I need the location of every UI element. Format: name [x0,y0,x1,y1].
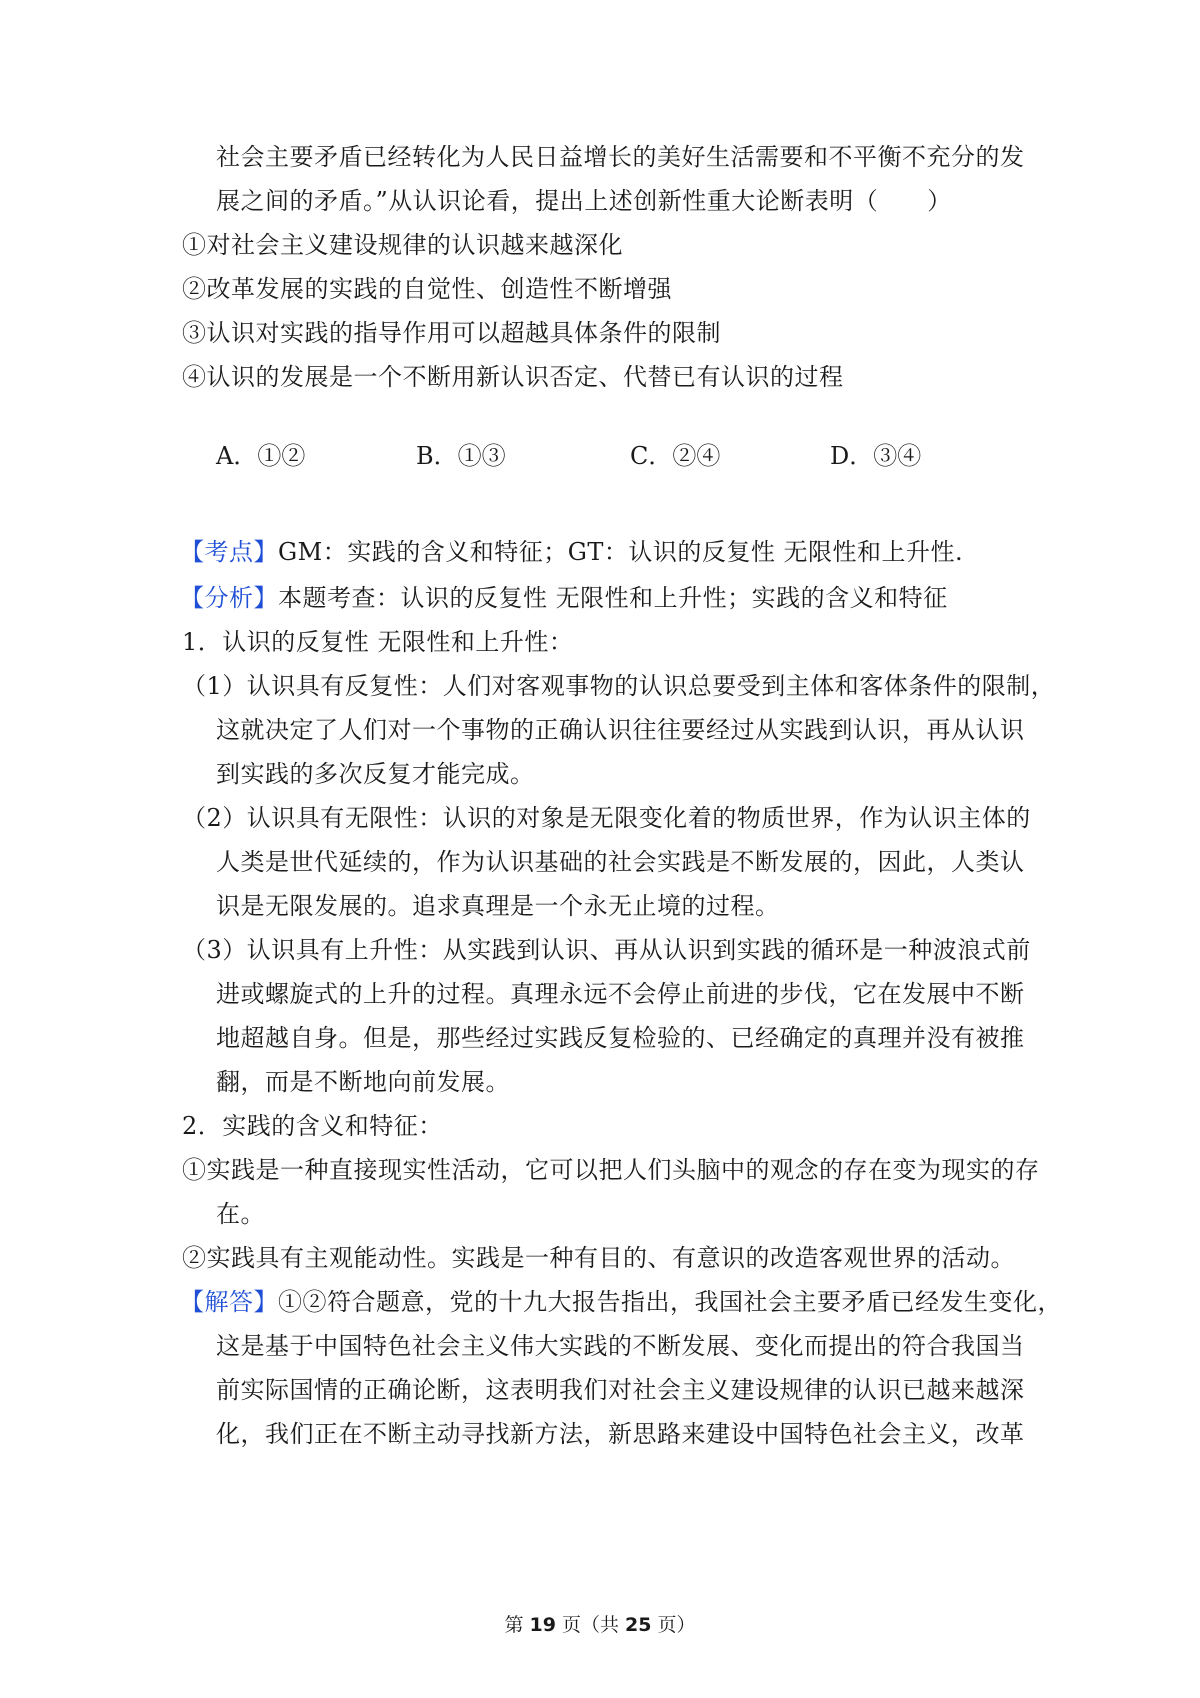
jieda-tag: 【解答】 [180,1288,278,1316]
analysis-line-13: ①实践是一种直接现实性活动，它可以把人们头脑中的观念的存在变为现实的存 [182,1156,1040,1184]
statement-2: ②改革发展的实践的自觉性、创造性不断增强 [182,275,672,303]
option-d: D．③④ [830,442,922,470]
analysis-line-15: ②实践具有主观能动性。实践是一种有目的、有意识的改造客观世界的活动。 [182,1244,1015,1272]
jieda-line-2: 这是基于中国特色社会主义伟大实践的不断发展、变化而提出的符合我国当 [216,1332,1025,1360]
analysis-line-14: 在。 [216,1200,265,1228]
analysis-line-10: 地超越自身。但是，那些经过实践反复检验的、已经确定的真理并没有被推 [216,1024,1025,1052]
jieda-line-4: 化，我们正在不断主动寻找新方法，新思路来建设中国特色社会主义，改革 [216,1420,1025,1448]
option-c: C．②④ [630,442,721,470]
option-a: A．①② [216,442,306,470]
statement-3: ③认识对实践的指导作用可以超越具体条件的限制 [182,319,721,347]
fenxi-text: 本题考查：认识的反复性 无限性和上升性；实践的含义和特征 [278,584,948,612]
kaodian-line [180,536,963,568]
statement-1: ①对社会主义建设规律的认识越来越深化 [182,231,623,259]
page-footer [0,1612,1200,1638]
question-stem-line-2: 展之间的矛盾。”从认识论看，提出上述创新性重大论断表明（ ） [216,187,952,215]
analysis-line-5: （2）认识具有无限性：认识的对象是无限变化着的物质世界，作为认识主体的 [182,804,1031,832]
analysis-line-4: 到实践的多次反复才能完成。 [216,760,535,788]
analysis-line-12: 2．实践的含义和特征： [182,1112,443,1140]
footer-middle: 页（共 [555,1614,626,1636]
kaodian-text: GM：实践的含义和特征；GT：认识的反复性 无限性和上升性. [278,538,964,566]
analysis-line-11: 翻，而是不断地向前发展。 [216,1068,510,1096]
fenxi-line [180,582,948,614]
analysis-line-2: （1）认识具有反复性：人们对客观事物的认识总要受到主体和客体条件的限制， [182,672,1056,700]
footer-total-pages: 25 [625,1614,652,1636]
answer-options [216,440,996,472]
footer-page-number: 19 [529,1614,556,1636]
analysis-line-6: 人类是世代延续的，作为认识基础的社会实践是不断发展的，因此，人类认 [216,848,1025,876]
option-b: B．①③ [416,442,506,470]
analysis-line-9: 进或螺旋式的上升的过程。真理永远不会停止前进的步伐，它在发展中不断 [216,980,1025,1008]
jieda-line [180,1286,1062,1318]
analysis-line-7: 识是无限发展的。追求真理是一个永无止境的过程。 [216,892,780,920]
analysis-line-3: 这就决定了人们对一个事物的正确认识往往要经过从实践到认识，再从认识 [216,716,1025,744]
question-stem-line-1: 社会主要矛盾已经转化为人民日益增长的美好生活需要和不平衡不充分的发 [216,143,1025,171]
footer-prefix: 第 [504,1614,530,1636]
analysis-line-1: 1．认识的反复性 无限性和上升性： [182,628,574,656]
footer-suffix: 页） [651,1614,696,1636]
statement-4: ④认识的发展是一个不断用新认识否定、代替已有认识的过程 [182,363,844,391]
analysis-line-8: （3）认识具有上升性：从实践到认识、再从认识到实践的循环是一种波浪式前 [182,936,1031,964]
jieda-first-text: ①②符合题意，党的十九大报告指出，我国社会主要矛盾已经发生变化， [278,1288,1062,1316]
jieda-line-3: 前实际国情的正确论断，这表明我们对社会主义建设规律的认识已越来越深 [216,1376,1025,1404]
fenxi-tag: 【分析】 [180,584,278,612]
kaodian-tag: 【考点】 [180,538,278,566]
